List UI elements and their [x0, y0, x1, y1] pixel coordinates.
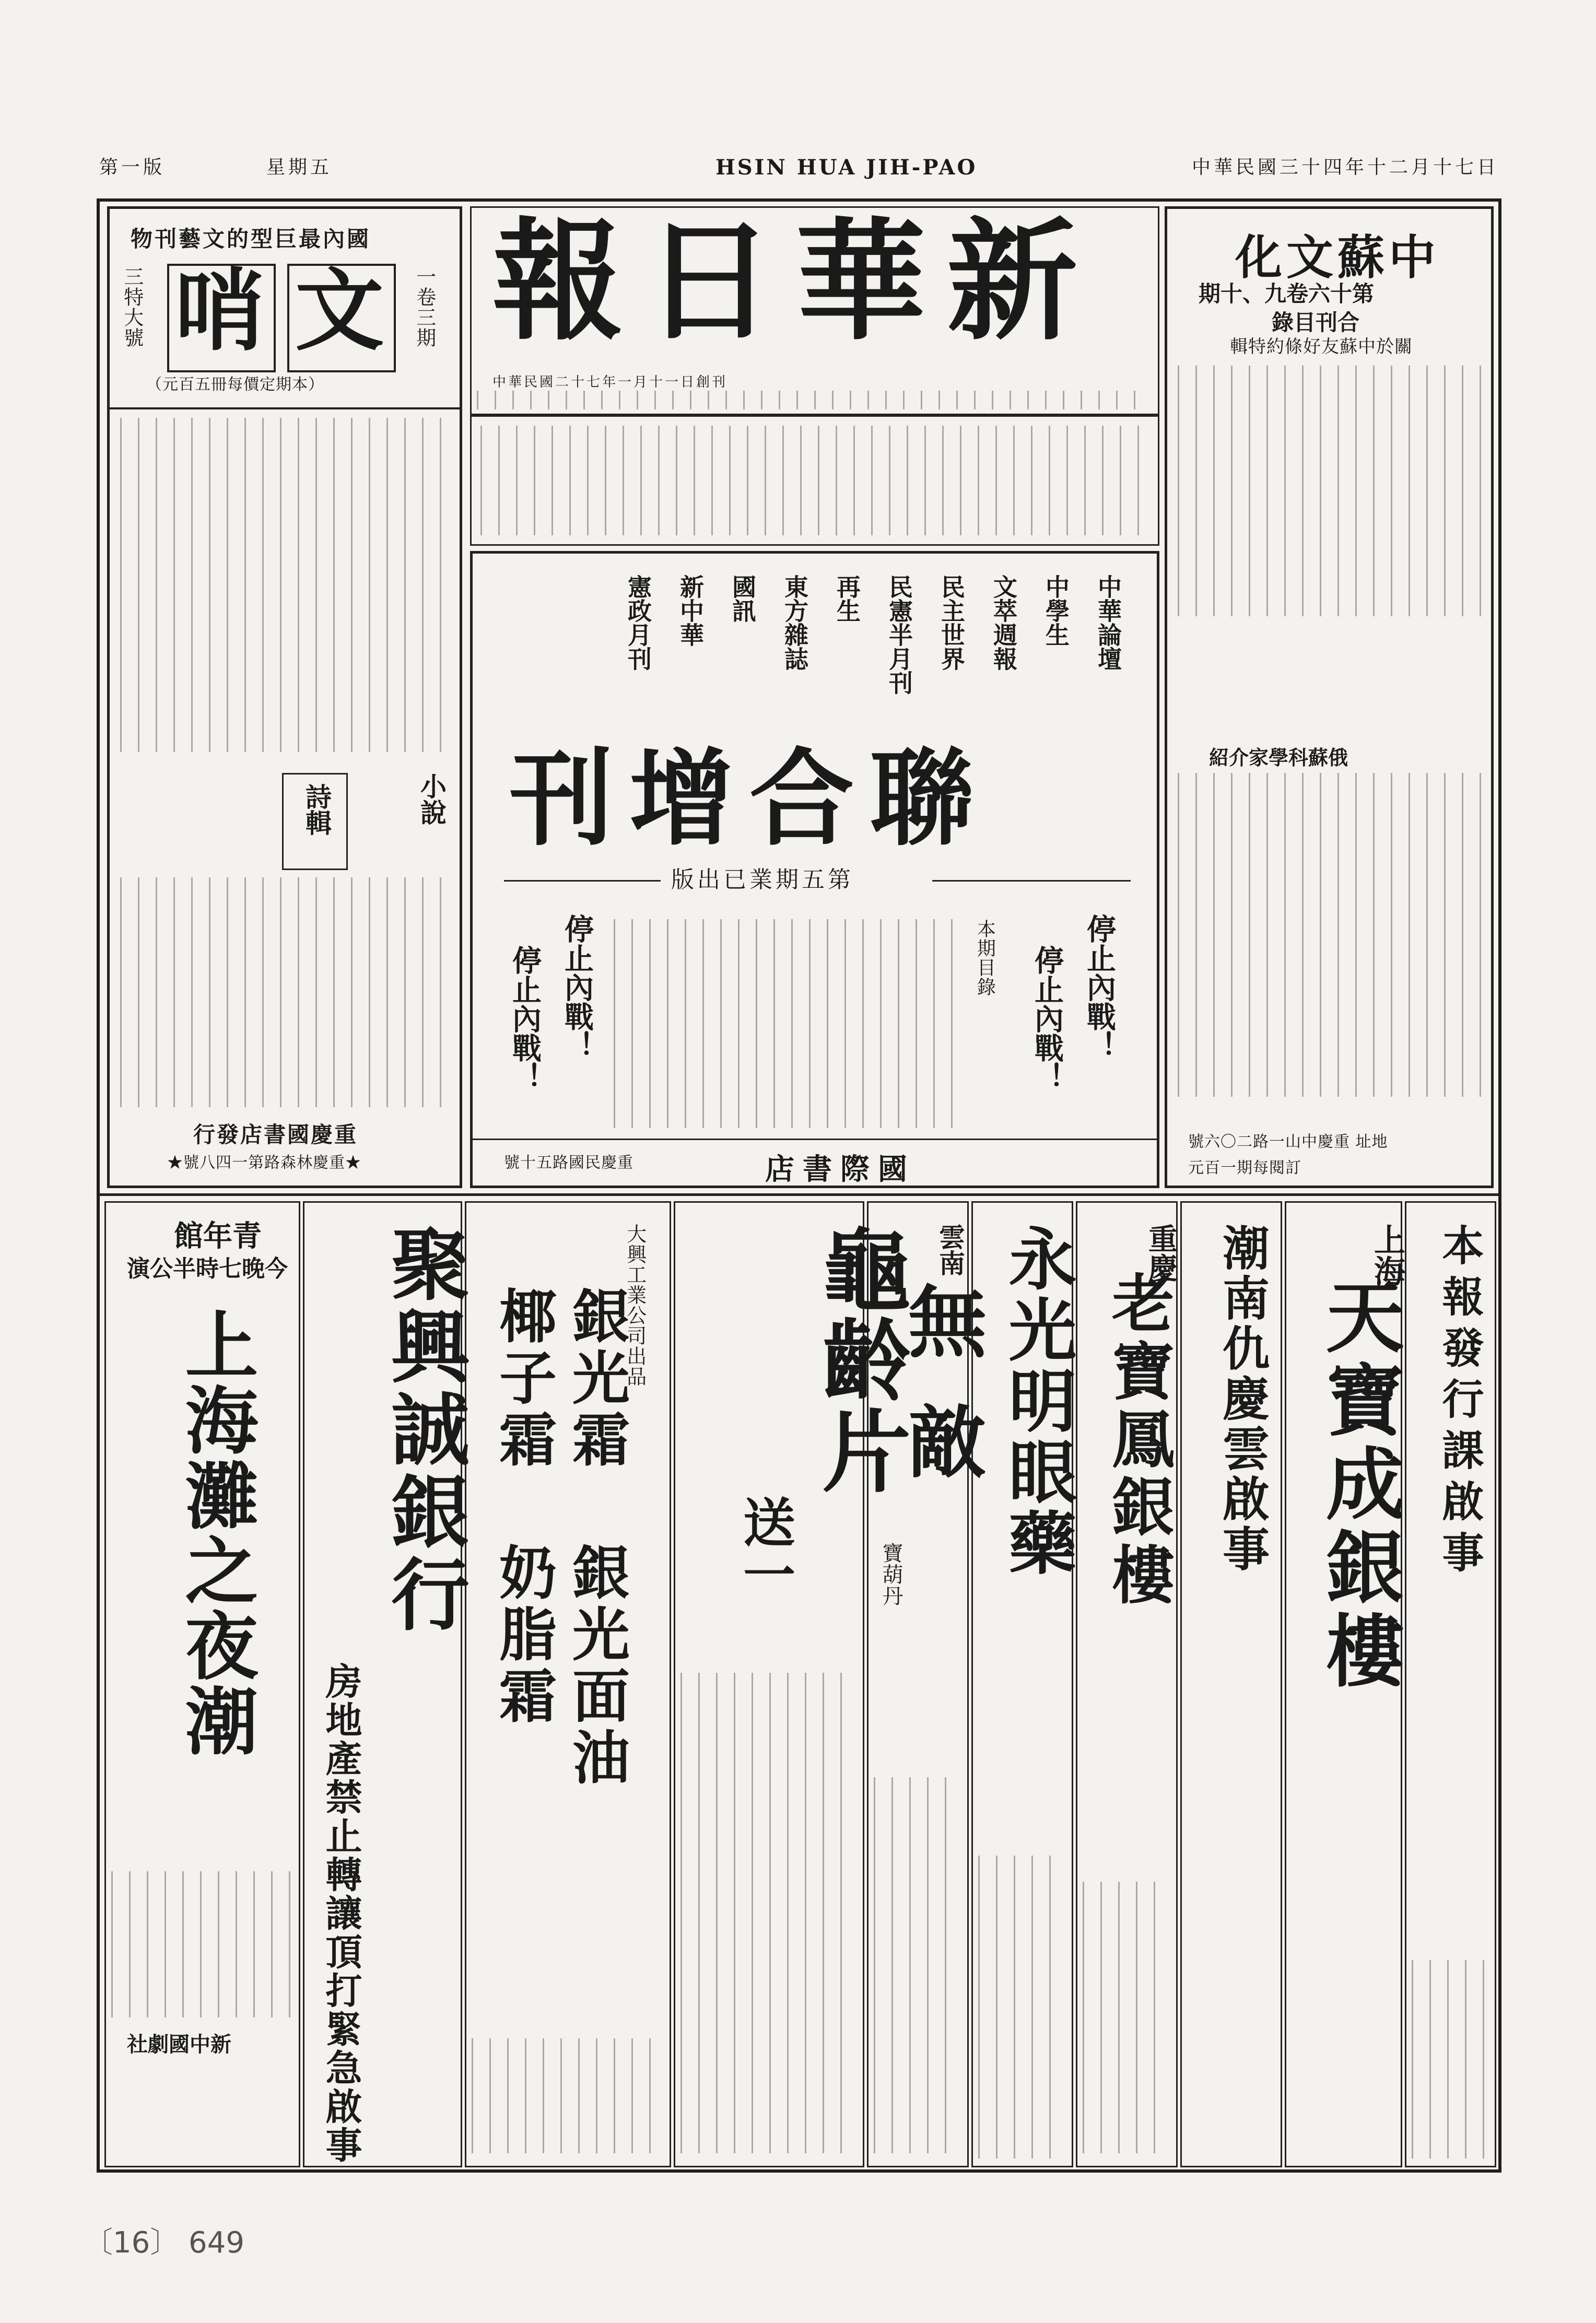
yinguang-sub: 椰子霜 奶脂霜: [490, 1286, 557, 1728]
notice-body: [1412, 1960, 1490, 2158]
notice-ad: [1405, 1201, 1496, 2167]
yongguang-body: [978, 1856, 1067, 2158]
member-0: 中華論壇: [1094, 574, 1122, 671]
subtitle-rule-right: [932, 880, 1131, 882]
juxing-ad: [303, 1201, 470, 2167]
wenshao-name-1: 文: [295, 259, 384, 363]
laobao-body: [1083, 1882, 1171, 2153]
masthead-box: [470, 206, 1159, 415]
yinguang-title: 銀光霜 銀光面油: [563, 1286, 630, 1789]
qiuqingyun-ad: [1180, 1201, 1282, 2167]
zhongsu-ad: [1165, 206, 1494, 1188]
wenshao-distributor: 重慶國書店發行: [193, 1122, 358, 1147]
page-number: 第一版: [99, 157, 166, 178]
guiling-body: [680, 1673, 858, 2153]
member-7: 國訊: [729, 574, 757, 623]
lianhe-publisher: 國際書店: [765, 1152, 916, 1187]
guiling-title: 龜齡片: [807, 1224, 911, 1496]
wenshao-side-1: 一卷三期: [413, 266, 436, 348]
weekday: 星期五: [266, 157, 333, 178]
lianhe-publisher-address: 重慶民國路五十號: [504, 1154, 633, 1172]
lianhe-ad: [470, 551, 1159, 1188]
masthead-issue-info: 中華民國二十七年一月十一日創刊: [492, 374, 728, 390]
zhongsu-address: 地址 重慶中山一路二〇六號: [1188, 1133, 1388, 1151]
wenshao-price: （本期定價每冊五百元）: [146, 376, 324, 394]
lianhe-title: 聯合增刊: [509, 737, 990, 860]
masthead-subbox-text: [480, 426, 1149, 535]
romanized-title: HSIN HUA JIH-PAO: [715, 155, 978, 180]
tianbao-title: 天寶成銀樓: [1312, 1276, 1404, 1694]
catalog-label: 本期目錄: [974, 919, 996, 996]
subtitle-rule-left: [504, 880, 661, 882]
wenshao-ad: [107, 206, 462, 1188]
zhongsu-contents-1: [1178, 366, 1486, 616]
guiling-sub: 送一: [734, 1495, 796, 1600]
tianbao-ad: [1285, 1201, 1405, 2167]
wenshao-contents-1: [120, 418, 449, 752]
laobao-title: 老寶鳳銀樓: [1101, 1271, 1175, 1610]
wenshao-heading: 國內最巨型的文藝刊物: [131, 226, 371, 252]
slogan-2: 停止內戰！: [1030, 945, 1064, 1092]
theatre-cast: [111, 1871, 294, 2017]
lianhe-contents: [614, 919, 958, 1128]
tianbao-owner: 潮南仇慶雲啟事: [1214, 1224, 1270, 1575]
theatre-time: 今晚七時半公演: [127, 1256, 288, 1282]
juxing-body: 房地產禁止轉讓頂打緊急啟事: [320, 1662, 363, 2165]
member-6: 東方雜誌: [781, 574, 809, 671]
header-strip: [99, 151, 1499, 183]
page-mark: 〔16〕 649: [84, 2226, 244, 2260]
poetry-label: 詩輯: [301, 783, 332, 836]
slogan-3: 停止內戰！: [560, 914, 594, 1060]
slogan-4: 停止內戰！: [508, 945, 542, 1092]
yinguang-ad: [465, 1201, 671, 2167]
laobao-ad: [1076, 1201, 1178, 2167]
wenshao-name-2: 哨: [175, 259, 264, 363]
date-line: 中華民國三十四年十二月十七日: [1191, 157, 1499, 178]
member-list: [603, 574, 1125, 742]
wudi-title: 無敵: [895, 1281, 987, 1521]
lianhe-subtitle: 第五期業已出版: [671, 866, 854, 893]
theatre-footer: 新中國劇社: [127, 2032, 231, 2057]
zhongsu-lecture: 俄蘇科學家介紹: [1209, 746, 1348, 769]
wenshao-address: ★重慶林森路第一四八號★: [167, 1154, 361, 1172]
theatre-title: 上海灘之夜潮: [173, 1307, 259, 1758]
member-9: 憲政月刊: [624, 574, 652, 671]
notice-title: 本報發行課啟事: [1435, 1224, 1484, 1582]
lianhe-bottom-rule: [473, 1139, 1157, 1140]
member-4: 民憲半月刊: [885, 574, 913, 695]
zhongsu-title: 中蘇文化: [1235, 230, 1440, 285]
theatre-ad: [104, 1201, 300, 2167]
masthead-title: 新華日報: [492, 204, 1098, 358]
tianbao-region: 上海: [1369, 1224, 1405, 1286]
zhongsu-issue: 第十六卷九、十期: [1199, 281, 1375, 307]
zhongsu-contents-2: [1178, 773, 1486, 1097]
juxing-title: 聚興誠銀行: [378, 1224, 470, 1636]
theatre-venue: 青年館: [174, 1219, 262, 1253]
member-1: 中學生: [1042, 574, 1070, 647]
slogan-1: 停止內戰！: [1082, 914, 1117, 1060]
zhongsu-topic: 關於中蘇友好條約特輯: [1230, 336, 1413, 357]
masthead-fineprint: [477, 391, 1151, 409]
yinguang-maker: 大興工業公司出品: [623, 1224, 647, 1387]
wudi-region: 雲南: [935, 1224, 966, 1276]
zhongsu-catalog: 合刊目錄: [1272, 310, 1360, 335]
yinguang-footer: [472, 2038, 665, 2153]
laobao-region: 重慶: [1144, 1224, 1178, 1282]
wudi-sub: 寶葫丹: [879, 1542, 903, 1606]
member-2: 文萃週報: [990, 574, 1018, 671]
yongguang-title: 永光明眼藥: [997, 1224, 1077, 1579]
bottom-divider: [99, 1193, 1499, 1196]
wudi-body: [874, 1777, 963, 2153]
member-5: 再生: [833, 574, 861, 623]
wenshao-side-2: 三特大號: [120, 266, 144, 348]
member-8: 新中華: [676, 574, 705, 647]
wenshao-divider: [110, 407, 460, 409]
wenshao-contents-2: [120, 877, 449, 1107]
zhongsu-price: 訂閱每期一百元: [1188, 1159, 1301, 1177]
member-3: 民主世界: [937, 574, 966, 671]
fiction-label: 小說: [416, 773, 447, 825]
